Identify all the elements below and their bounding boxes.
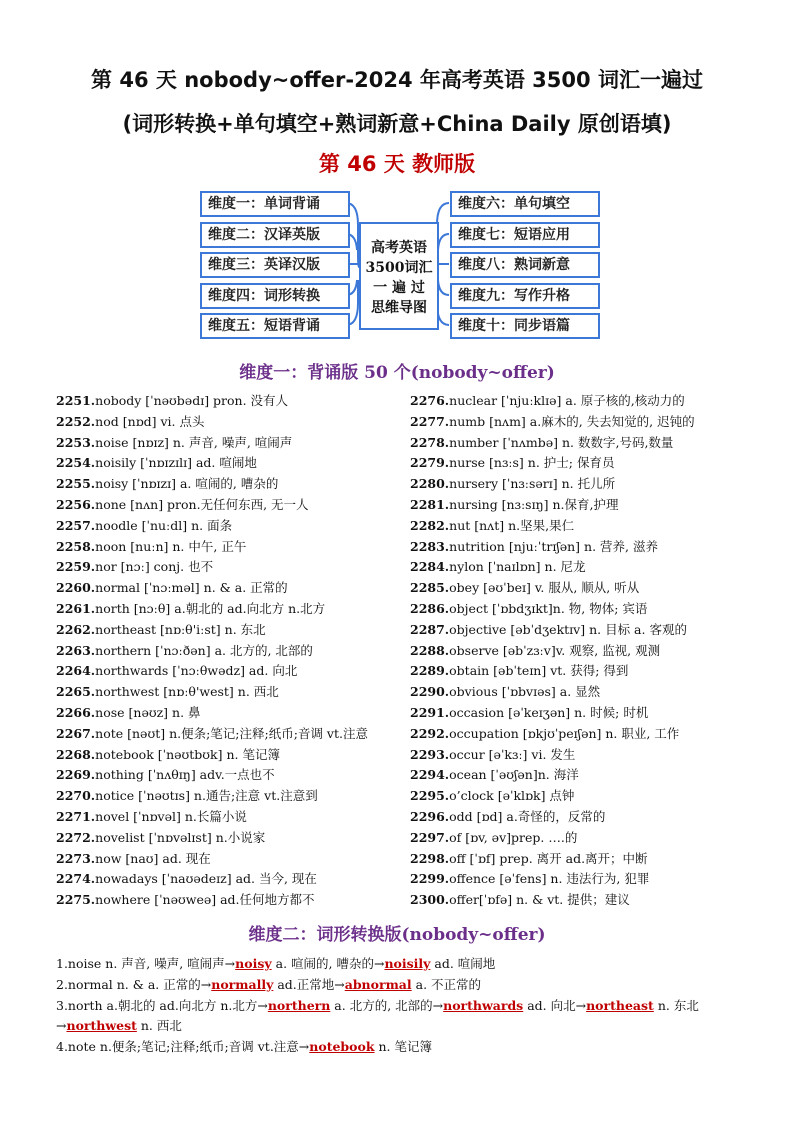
vocab-text: ocean [ˈəʊʃən]n. 海洋 — [449, 767, 579, 783]
vocab-text: nothing [ˈnʌθɪŋ] adv.一点也不 — [95, 767, 275, 783]
vocab-text: northern [ˈnɔːðən] a. 北方的, 北部的 — [95, 642, 313, 658]
mindmap-node-1: 维度一：单词背诵 — [200, 191, 350, 217]
vocab-text: nursing [nɜːsɪŋ] n.保育,护理 — [449, 496, 619, 512]
section1-heading: 维度一：背诵版 50 个(nobody~offer) — [239, 363, 555, 383]
word-form-text: ad. 喧闹地 — [430, 956, 496, 971]
vocab-number: 2283. — [410, 538, 450, 554]
vocab-text: occasion [əˈkeɪʒən] n. 时候; 时机 — [449, 704, 649, 720]
vocab-number: 2293. — [410, 746, 450, 762]
word-form-text: 2.normal n. & a. 正常的→ — [56, 976, 212, 992]
vocab-text: off [ˈɒf] prep. 离开 ad.离开；中断 — [449, 850, 648, 866]
vocab-entry — [410, 703, 750, 724]
vocab-number: 2256. — [56, 496, 96, 512]
vocab-number: 2279. — [410, 455, 450, 471]
vocab-number: 2297. — [410, 829, 450, 845]
vocab-text: nut [nʌt] n.坚果,果仁 — [449, 517, 575, 533]
vocab-text: offence [əˈfens] n. 违法行为, 犯罪 — [449, 871, 650, 887]
vocab-number: 2292. — [410, 725, 450, 741]
vocab-entry — [410, 828, 750, 849]
vocab-entry — [410, 599, 750, 620]
vocab-entry — [410, 765, 750, 786]
vocab-number: 2261. — [56, 600, 96, 616]
page-title-line2: (词形转换+单句填空+熟词新意+China Daily 原创语填) — [122, 112, 672, 136]
vocab-number: 2264. — [56, 663, 96, 679]
vocab-entry — [56, 724, 396, 745]
vocab-entry — [410, 620, 750, 641]
vocab-text: noon [nuːn] n. 中午, 正午 — [95, 538, 247, 554]
vocab-text: notice [ˈnəʊtɪs] n.通告;注意 vt.注意到 — [95, 788, 318, 804]
answer-word: noisily — [384, 956, 431, 971]
vocab-text: nursery [ˈnɜːsərɪ] n. 托儿所 — [449, 476, 616, 492]
vocab-number: 2294. — [410, 767, 450, 783]
vocab-entry — [410, 412, 750, 433]
answer-word: northwest — [66, 1018, 137, 1034]
vocab-number: 2299. — [410, 871, 450, 887]
vocab-number: 2266. — [56, 704, 96, 720]
vocab-number: 2278. — [410, 434, 450, 450]
vocab-entry — [56, 433, 396, 454]
word-form-line — [56, 996, 746, 1017]
word-form-text: → — [56, 1018, 67, 1034]
vocab-entry — [410, 849, 750, 870]
vocab-entry — [56, 557, 396, 578]
answer-word: northwards — [443, 997, 524, 1013]
mindmap-center — [359, 222, 439, 330]
vocab-text: note [nəʊt] n.便条;笔记;注释;纸币;音调 vt.注意 — [95, 725, 368, 741]
vocab-text: odd [ɒd] a.奇怪的，反常的 — [449, 808, 606, 824]
vocab-number: 2258. — [56, 538, 96, 554]
vocab-number: 2253. — [56, 434, 96, 450]
mindmap-center-line: 思维导图 — [371, 300, 427, 316]
vocab-text: nose [nəʊz] n. 鼻 — [95, 704, 201, 720]
vocab-text: observe [əbˈzɜːv]v. 观察, 监视, 观测 — [449, 642, 661, 658]
vocab-entry — [410, 537, 750, 558]
vocab-number: 2272. — [56, 829, 96, 845]
vocab-number: 2296. — [410, 808, 450, 824]
word-form-text: n. 西北 — [136, 1018, 182, 1034]
vocab-text: objective [əbˈdʒektɪv] n. 目标 a. 客观的 — [449, 621, 687, 637]
vocab-entry — [56, 578, 396, 599]
answer-word: northern — [267, 997, 331, 1013]
vocab-text: nurse [nɜːs] n. 护士; 保育员 — [449, 455, 615, 471]
vocab-text: noisily [ˈnɒɪzɪlɪ] ad. 喧闹地 — [95, 455, 257, 471]
vocab-number: 2252. — [56, 413, 96, 429]
vocab-entry — [410, 786, 750, 807]
mindmap-node-9: 维度九：写作升格 — [450, 283, 600, 309]
vocab-text: o’clock [əˈklɒk] 点钟 — [449, 788, 575, 804]
vocab-number: 2254. — [56, 455, 96, 471]
vocab-entry — [410, 682, 750, 703]
vocab-text: nor [nɔː] conj. 也不 — [95, 559, 214, 575]
word-form-line — [56, 975, 746, 996]
vocab-number: 2285. — [410, 580, 450, 596]
mindmap-center-line: 3500词汇 — [365, 260, 433, 276]
vocab-number: 2260. — [56, 580, 96, 596]
vocab-entry — [410, 516, 750, 537]
vocab-entry — [56, 869, 396, 890]
vocab-number: 2273. — [56, 850, 96, 866]
vocab-text: offer[ˈɒfə] n. & vt. 提供；建议 — [449, 892, 630, 908]
vocab-text: normal [ˈnɔːməl] n. & a. 正常的 — [95, 580, 288, 596]
mindmap-node-3: 维度三：英译汉版 — [200, 252, 350, 278]
vocab-entry — [56, 786, 396, 807]
vocab-entry — [410, 807, 750, 828]
word-form-text: 3.north a.朝北的 ad.向北方 n.北方→ — [56, 997, 268, 1013]
vocab-number: 2288. — [410, 642, 450, 658]
vocab-number: 2290. — [410, 684, 450, 700]
vocab-number: 2280. — [410, 476, 450, 492]
vocab-entry — [56, 453, 396, 474]
vocab-text: notebook [ˈnəʊtbʊk] n. 笔记簿 — [95, 746, 280, 762]
vocab-entry — [56, 495, 396, 516]
vocab-list-left — [56, 391, 396, 911]
vocab-text: novel [ˈnɒvəl] n.长篇小说 — [95, 808, 247, 824]
vocab-entry — [56, 828, 396, 849]
vocab-number: 2257. — [56, 517, 96, 533]
vocab-text: nod [nɒd] vi. 点头 — [95, 413, 205, 429]
vocab-text: northwards [ˈnɔːθwədz] ad. 向北 — [95, 663, 298, 679]
vocab-number: 2276. — [410, 393, 450, 408]
page-title-line1: 第 46 天 nobody~offer-2024 年高考英语 3500 词汇一遍过 — [91, 68, 703, 92]
vocab-number: 2281. — [410, 496, 450, 512]
vocab-entry — [56, 745, 396, 766]
vocab-entry — [56, 516, 396, 537]
vocab-entry — [56, 703, 396, 724]
word-form-text: ad. 向北→ — [523, 997, 587, 1013]
vocab-entry — [56, 890, 396, 911]
vocab-number: 2255. — [56, 476, 96, 492]
vocab-number: 2286. — [410, 600, 450, 616]
vocab-text: north [nɔːθ] a.朝北的 ad.向北方 n.北方 — [95, 600, 326, 616]
vocab-text: obtain [əbˈteɪn] vt. 获得; 得到 — [449, 663, 629, 679]
vocab-entry — [410, 745, 750, 766]
vocab-number: 2277. — [410, 413, 450, 429]
vocab-entry — [56, 391, 396, 412]
vocab-entry — [410, 578, 750, 599]
mindmap-node-6: 维度六：单句填空 — [450, 191, 600, 217]
word-form-text: 4.note n.便条;笔记;注释;纸币;音调 vt.注意→ — [56, 1039, 310, 1055]
vocab-text: obvious [ˈɒbvɪəs] a. 显然 — [449, 684, 601, 700]
vocab-entry — [56, 620, 396, 641]
mind-map — [0, 0, 794, 345]
vocab-entry — [410, 453, 750, 474]
vocab-entry — [410, 557, 750, 578]
vocab-entry — [410, 661, 750, 682]
word-form-text: ad.正常地→ — [273, 976, 345, 992]
answer-word: noisy — [235, 956, 272, 971]
vocab-number: 2263. — [56, 642, 96, 658]
word-form-text: a. 不正常的 — [411, 976, 482, 992]
word-form-text: a. 喧闹的, 嘈杂的→ — [271, 956, 385, 971]
vocab-text: northeast [nɒːθ'iːst] n. 东北 — [95, 621, 266, 637]
vocab-number: 2300. — [410, 892, 450, 908]
vocab-number: 2268. — [56, 746, 96, 762]
word-form-line — [56, 954, 746, 975]
vocab-text: nylon [ˈnaɪlɒn] n. 尼龙 — [449, 559, 586, 575]
word-form-text: n. 东北 — [653, 997, 699, 1013]
vocab-text: noisy [ˈnɒɪzɪ] a. 喧闹的, 嘈杂的 — [95, 476, 279, 492]
vocab-number: 2274. — [56, 871, 96, 887]
word-form-text: a. 北方的, 北部的→ — [330, 997, 444, 1013]
vocab-entry — [56, 765, 396, 786]
vocab-entry — [56, 641, 396, 662]
vocab-text: numb [nʌm] a.麻木的, 失去知觉的, 迟钝的 — [449, 413, 695, 429]
vocab-text: occur [əˈkɜː] vi. 发生 — [449, 746, 576, 762]
vocab-entry — [56, 682, 396, 703]
vocab-number: 2262. — [56, 621, 96, 637]
vocab-entry — [410, 433, 750, 454]
vocab-entry — [410, 890, 750, 911]
vocab-text: number [ˈnʌmbə] n. 数数字,号码,数量 — [449, 434, 674, 450]
vocab-text: nobody [ˈnəʊbədɪ] pron. 没有人 — [95, 393, 289, 408]
vocab-number: 2295. — [410, 788, 450, 804]
vocab-text: noise [nɒɪz] n. 声音, 噪声, 喧闹声 — [95, 434, 293, 450]
vocab-number: 2298. — [410, 850, 450, 866]
vocab-text: object [ˈɒbdʒɪkt]n. 物, 物体; 宾语 — [449, 600, 648, 616]
vocab-text: nowhere [ˈnəʊweə] ad.任何地方都不 — [95, 892, 315, 908]
vocab-text: nuclear [ˈnjuːklɪə] a. 原子核的,核动力的 — [449, 393, 685, 408]
mindmap-node-2: 维度二：汉译英版 — [200, 222, 350, 248]
vocab-text: noodle [ˈnuːdl] n. 面条 — [95, 517, 233, 533]
mindmap-center-line: 一 遍 过 — [373, 280, 425, 296]
vocab-text: nutrition [njuːˈtrɪʃən] n. 营养, 滋养 — [449, 538, 658, 554]
vocab-text: occupation [ɒkjʊˈpeɪʃən] n. 职业, 工作 — [449, 725, 680, 741]
vocab-number: 2267. — [56, 725, 96, 741]
vocab-number: 2271. — [56, 808, 96, 824]
word-form-list — [56, 954, 746, 1058]
vocab-text: novelist [ˈnɒvəlɪst] n.小说家 — [95, 829, 266, 845]
vocab-number: 2284. — [410, 559, 450, 575]
vocab-number: 2270. — [56, 788, 96, 804]
vocab-text: none [nʌn] pron.无任何东西, 无一人 — [95, 496, 309, 512]
vocab-entry — [56, 412, 396, 433]
word-form-line — [56, 1016, 746, 1037]
page-subtitle: 第 46 天 教师版 — [318, 152, 476, 176]
mindmap-node-7: 维度七：短语应用 — [450, 222, 600, 248]
vocab-entry — [410, 391, 750, 412]
vocab-entry — [56, 849, 396, 870]
vocab-entry — [56, 537, 396, 558]
vocab-number: 2269. — [56, 767, 96, 783]
vocab-number: 2259. — [56, 559, 96, 575]
section2-heading: 维度二：词形转换版(nobody~offer) — [248, 925, 546, 945]
mindmap-node-4: 维度四：词形转换 — [200, 283, 350, 309]
word-form-text: n. 笔记簿 — [374, 1039, 432, 1055]
vocab-text: of [ɒv, əv]prep. ….的 — [449, 829, 578, 845]
vocab-number: 2287. — [410, 621, 450, 637]
vocab-entry — [56, 807, 396, 828]
vocab-entry — [410, 724, 750, 745]
word-form-line — [56, 1037, 746, 1058]
mindmap-node-8: 维度八：熟词新意 — [450, 252, 600, 278]
vocab-list-right — [410, 391, 750, 911]
vocab-text: obey [əʊˈbeɪ] v. 服从, 顺从, 听从 — [449, 580, 640, 596]
vocab-entry — [56, 661, 396, 682]
vocab-number: 2291. — [410, 704, 450, 720]
mindmap-node-10: 维度十：同步语篇 — [450, 313, 600, 339]
vocab-entry — [56, 474, 396, 495]
answer-word: notebook — [309, 1039, 375, 1055]
vocab-number: 2251. — [56, 393, 96, 408]
vocab-entry — [56, 599, 396, 620]
vocab-number: 2289. — [410, 663, 450, 679]
vocab-text: now [naʊ] ad. 现在 — [95, 850, 211, 866]
answer-word: northeast — [586, 997, 654, 1013]
mindmap-node-5: 维度五：短语背诵 — [200, 313, 350, 339]
word-form-text: 1.noise n. 声音, 噪声, 喧闹声→ — [56, 956, 236, 971]
vocab-text: nowadays [ˈnaʊədeɪz] ad. 当今, 现在 — [95, 871, 317, 887]
vocab-number: 2275. — [56, 892, 96, 908]
vocab-entry — [410, 474, 750, 495]
vocab-entry — [410, 641, 750, 662]
vocab-entry — [410, 869, 750, 890]
answer-word: normally — [211, 976, 274, 992]
vocab-number: 2282. — [410, 517, 450, 533]
vocab-number: 2265. — [56, 684, 96, 700]
mindmap-center-line: 高考英语 — [371, 240, 427, 256]
vocab-entry — [410, 495, 750, 516]
answer-word: abnormal — [344, 976, 412, 992]
vocab-text: northwest [nɒːθ'west] n. 西北 — [95, 684, 279, 700]
